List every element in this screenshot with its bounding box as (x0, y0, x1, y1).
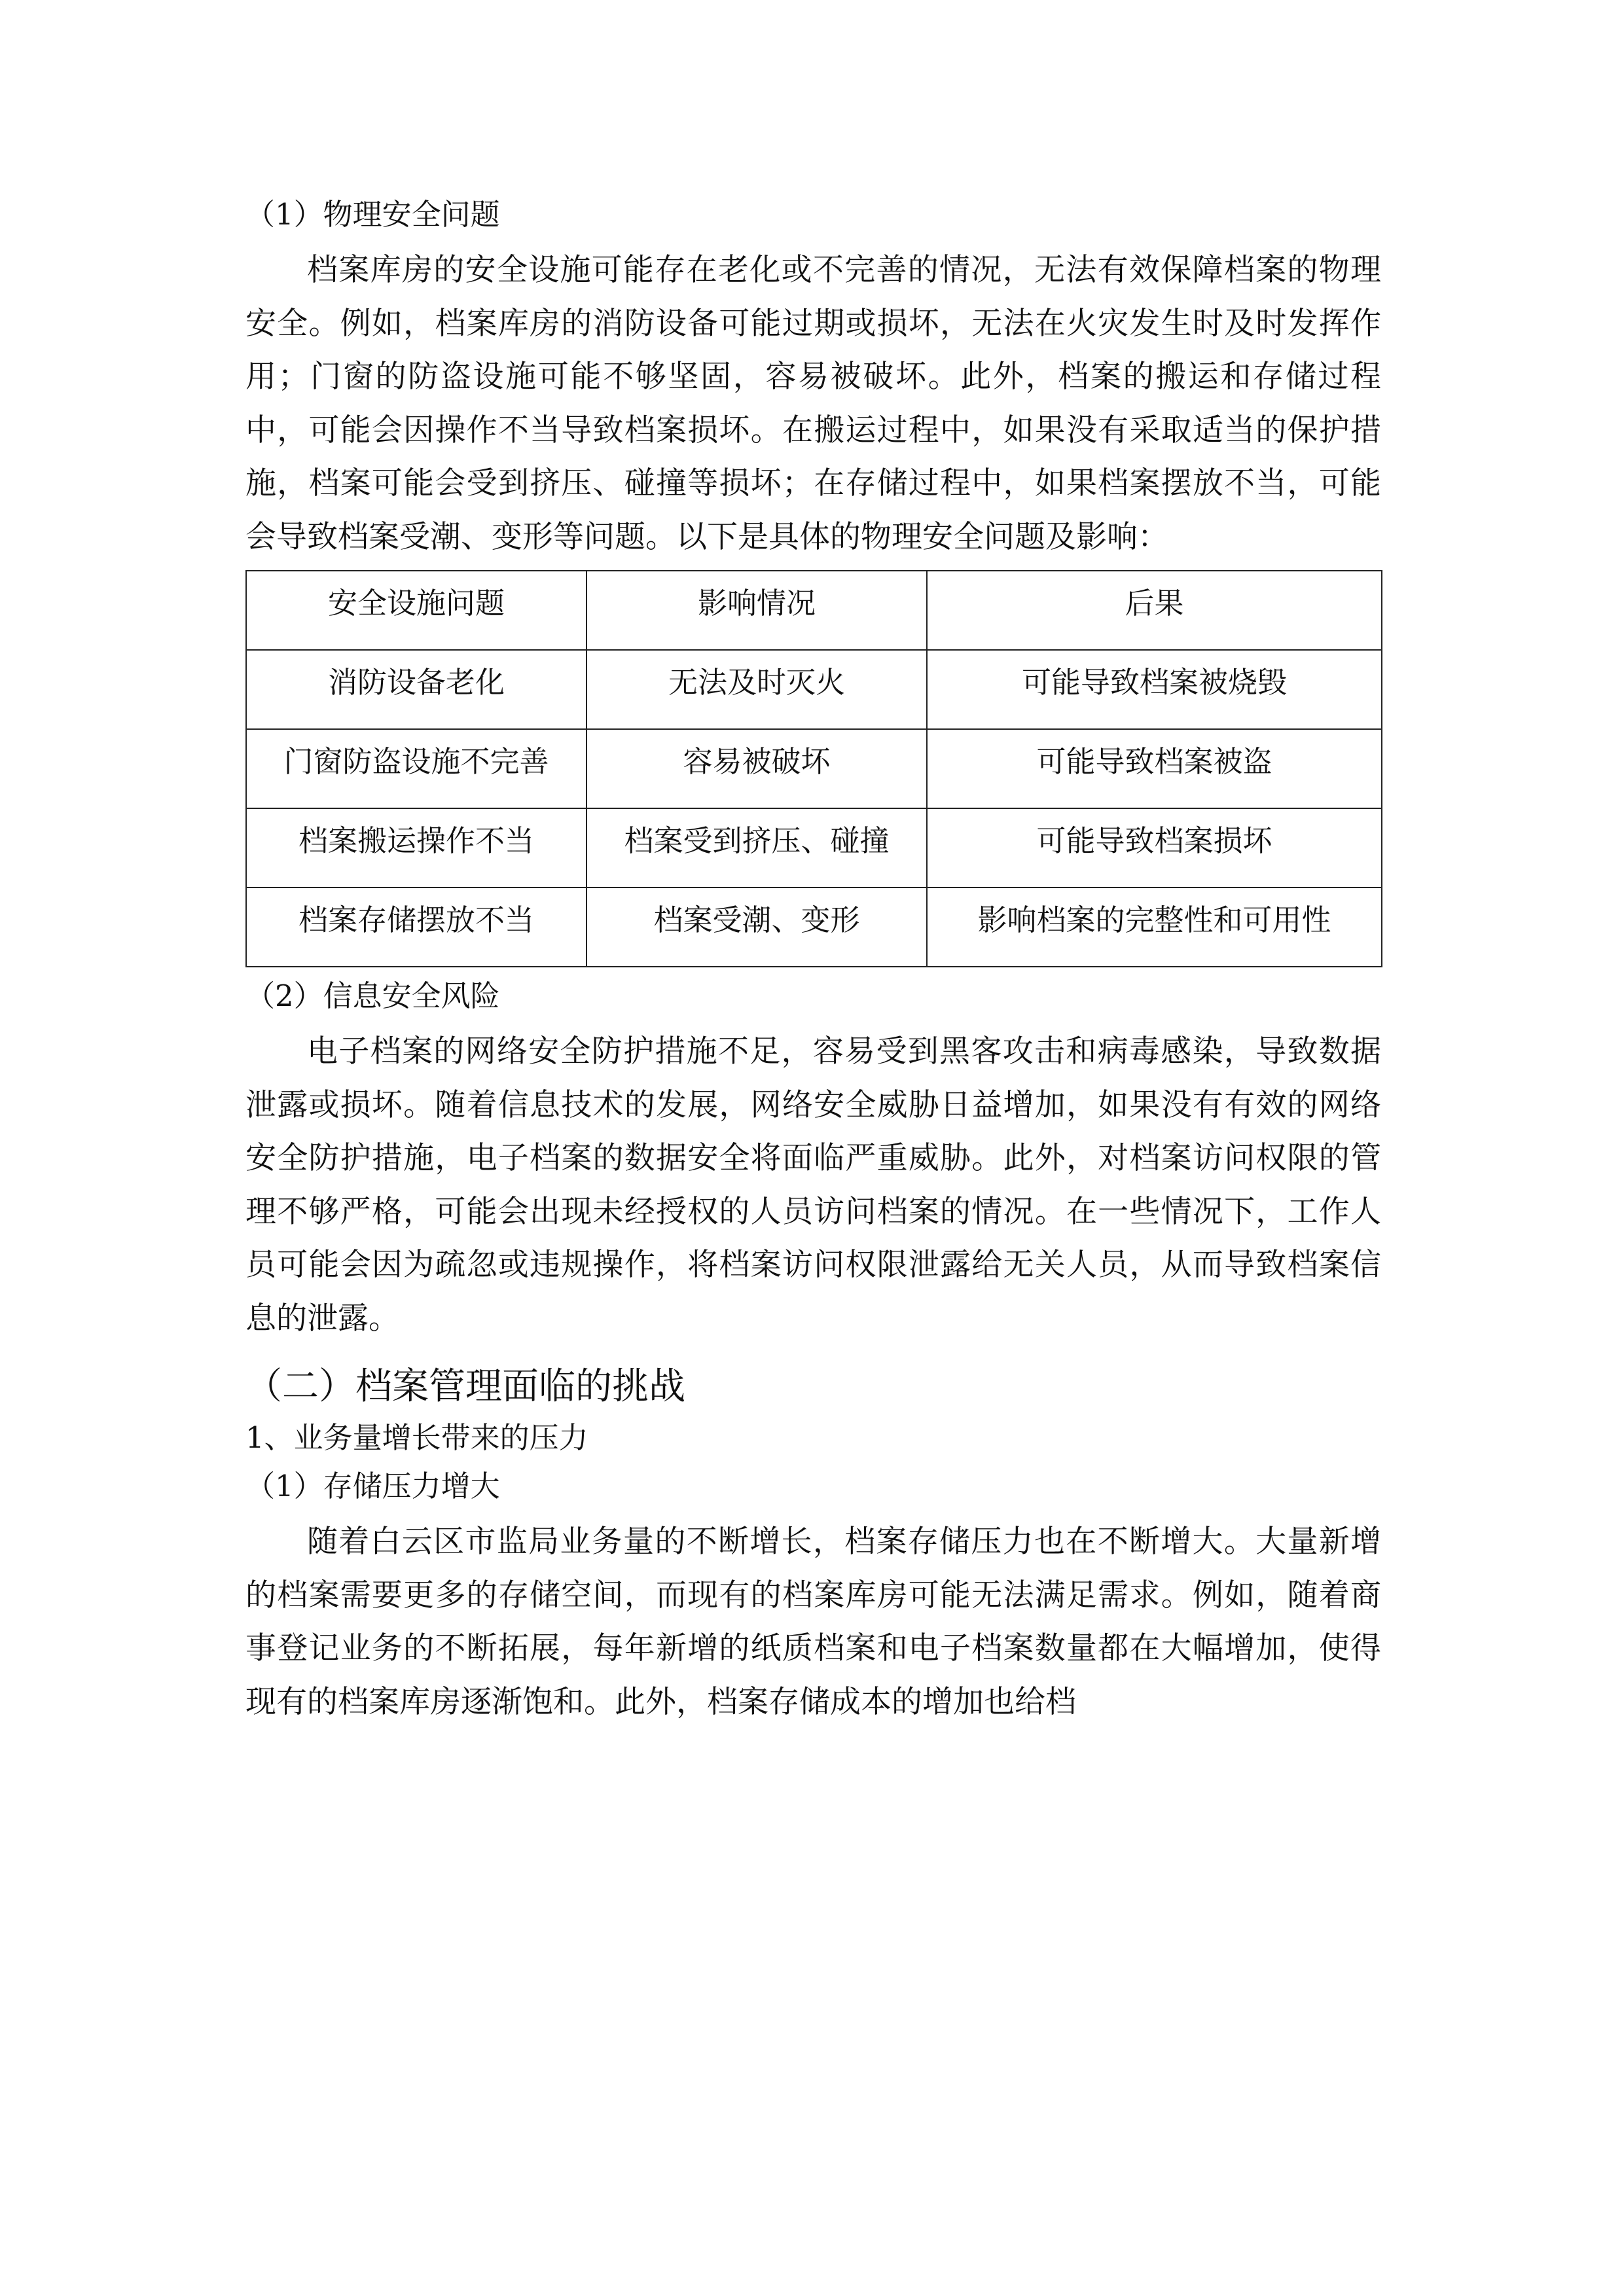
paragraph-storage-pressure: 随着白云区市监局业务量的不断增长，档案存储压力也在不断增大。大量新增的档案需要更多的存储空间，而现有的档案库房可能无法满足需求。例如，随着商事登记业务的不断拓展，每年新增的纸质档案和电子档案数量都在大幅增加，使得现有的档案库房逐渐饱和。此外，档案存储成本的增加也给档 (245, 1524, 1381, 1720)
physical-security-table (245, 570, 1382, 967)
table-header-cell: 安全设施问题 (246, 571, 586, 650)
table-cell: 可能导致档案被盗 (927, 729, 1382, 808)
subheading-information-security: （2）信息安全风险 (245, 978, 500, 1013)
table-row (246, 729, 1382, 808)
table-header-cell: 影响情况 (586, 571, 927, 650)
subheading-physical-security: （1）物理安全问题 (245, 197, 500, 232)
table-cell: 影响档案的完整性和可用性 (927, 888, 1382, 967)
table-cell: 消防设备老化 (246, 650, 586, 729)
page-content (245, 195, 1381, 1729)
table-header-row (246, 571, 1382, 650)
subheading-storage-pressure: （1）存储压力增大 (245, 1469, 500, 1503)
table-row (246, 650, 1382, 729)
table-cell: 门窗防盗设施不完善 (246, 729, 586, 808)
table-header-cell: 后果 (927, 571, 1382, 650)
table-cell: 可能导致档案损坏 (927, 808, 1382, 888)
table-row (246, 888, 1382, 967)
paragraph-information-security: 电子档案的网络安全防护措施不足，容易受到黑客攻击和病毒感染，导致数据泄露或损坏。随着信息技术的发展，网络安全威胁日益增加，如果没有有效的网络安全防护措施，电子档案的数据安全将面临严重威胁。此外，对档案访问权限的管理不够严格，可能会出现未经授权的人员访问档案的情况。在一些情况下，工作人员可能会因为疏忽或违规操作，将档案访问权限泄露给无关人员，从而导致档案信息的泄露。 (245, 1033, 1381, 1336)
table-cell: 档案受到挤压、碰撞 (586, 808, 927, 888)
table-cell: 档案受潮、变形 (586, 888, 927, 967)
table-cell: 无法及时灭火 (586, 650, 927, 729)
table-cell: 可能导致档案被烧毁 (927, 650, 1382, 729)
point-business-growth: 1、业务量增长带来的压力 (245, 1420, 588, 1455)
table-cell: 容易被破坏 (586, 729, 927, 808)
table-row (246, 808, 1382, 888)
paragraph-physical-security: 档案库房的安全设施可能存在老化或不完善的情况，无法有效保障档案的物理安全。例如，档案库房的消防设备可能过期或损坏，无法在火灾发生时及时发挥作用；门窗的防盗设施可能不够坚固，容易被破坏。此外，档案的搬运和存储过程中，可能会因操作不当导致档案损坏。在搬运过程中，如果没有采取适当的保护措施，档案可能会受到挤压、碰撞等损坏；在存储过程中，如果档案摆放不当，可能会导致档案受潮、变形等问题。以下是具体的物理安全问题及影响： (245, 252, 1381, 555)
section-title-challenges: （二）档案管理面临的挑战 (245, 1365, 685, 1408)
table-cell: 档案搬运操作不当 (246, 808, 586, 888)
table-cell: 档案存储摆放不当 (246, 888, 586, 967)
